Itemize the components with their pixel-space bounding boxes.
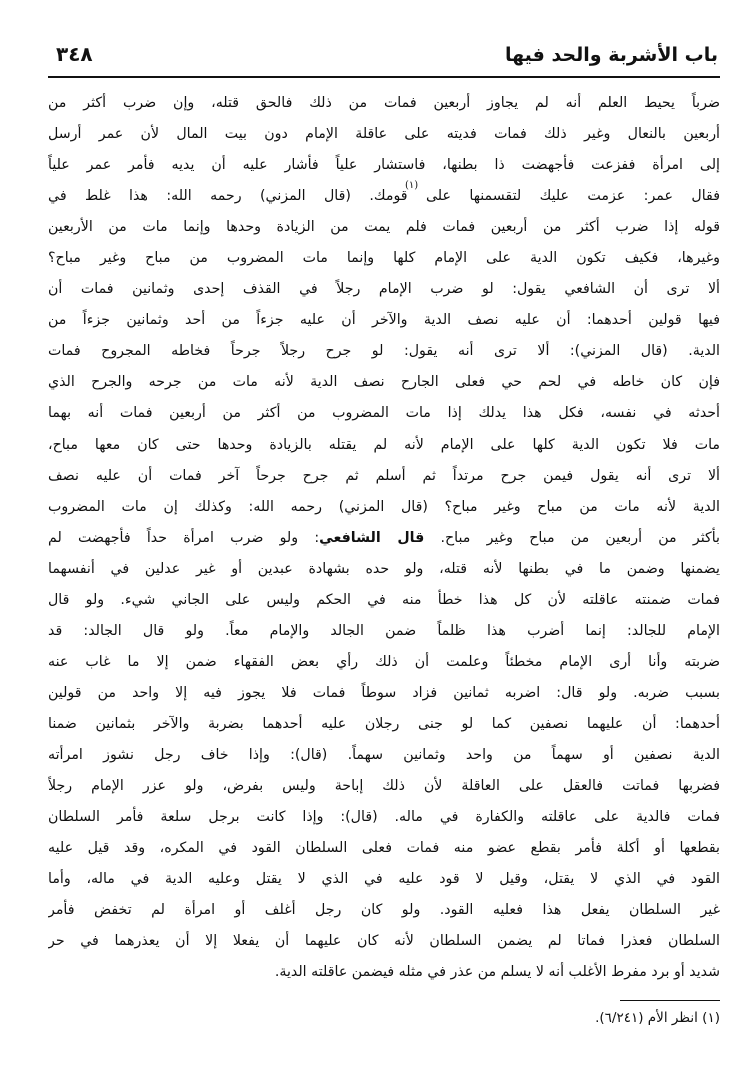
- text-line: بقطعها أو أكلة فأمر بقطع عضو منه فمات فعلى السلطان القود في المكره، وقد قيل عليه: [48, 840, 720, 857]
- text-line: فإن كان خاطه في لحم حي فعلى الجارح نصف الدية لأنه مات من جرحه والجرح الذي: [48, 374, 720, 391]
- text-line: فمات ضمنته عاقلته لأن كل هذا خطأ منه في الحكم وليس على الجاني شيء. ولو قال: [48, 591, 720, 608]
- text-line: وغيرها، فكيف تكون الدية على الإمام كلها وإنما مات المضروب من مباح وغير مباح؟: [48, 250, 720, 267]
- text-line: بسبب ضربه. ولو قال: اضربه ثمانين فزاد سوطاً فمات فلا يجوز فيه إلا واحد من قولين: [48, 684, 720, 701]
- text-line: السلطان فعذرا فماتا لم يضمن السلطان لأنه كان عليهما أن يفعلا إلا أن يعذرهما في حر: [48, 933, 720, 950]
- text-fragment: بأكثر من أربعين من مباح وغير مباح.: [440, 529, 720, 546]
- text-line: ضرباً يحيط العلم أنه لم يجاوز أربعين فمات من ذلك فالحق قتله، وإن ضرب أكثر من: [48, 95, 720, 111]
- text-fragment: : ولو ضرب امرأة حداً فأجهضت لم: [48, 529, 320, 546]
- text-line: ألا ترى أن الشافعي يقول: لو ضرب الإمام رجلاً في القذف إحدى وثمانين فمات أن: [48, 281, 720, 298]
- header-divider: [48, 76, 720, 78]
- text-line: غير السلطان يفعل هذا فعليه القود. ولو كان رجل أغلف أو امرأة لم تخفض فأمر: [48, 902, 720, 919]
- main-text: [48, 88, 720, 988]
- text-line: ألا ترى أنه يقول فيمن جرح مرتداً ثم أسلم ثم جرح جرحاً آخر فمات أن عليه نصف: [48, 467, 720, 484]
- text-line: الدية. (قال المزني): ألا ترى أنه يقول: لو جرح رجلاً جرحاً فخاطه المجروح فمات: [48, 343, 720, 360]
- text-line: فضربها فماتت فالعقل على العاقلة لأن ذلك إباحة وليس بفرض، ولو عزر الإمام رجلاً: [48, 778, 720, 795]
- text-line: ضربته وأنا أرى الإمام مخطئاً وعلمت أن ذلك رأي بعض الفقهاء ضمن إلا ما غاب عنه: [48, 653, 720, 670]
- text-line: [48, 523, 720, 554]
- text-line: أربعين بالنعال وغير ذلك فمات فديته على عاقلة الإمام دون بيت المال لأن عمر أرسل: [48, 126, 720, 143]
- text-line: يضمنها وضمن ما في بطنها لأنه قتله، ولو حده بشهادة عبدين أو غير عدلين في أنفسهما: [48, 560, 720, 577]
- text-fragment: عمر: عزمت عليك لتقسمنها على قومك. (قال المزني) رحمه الله: هذا غلط في: [48, 188, 673, 205]
- text-line: مات فلا تكون الدية كلها على الإمام لأنه لم يقتله بالزيادة وحدها حتى كان معها مباح،: [48, 436, 720, 453]
- text-line: شديد أو برد مفرط الأغلب أنه لا يسلم من عذر في مثله فيضمن عاقلته الدية.: [274, 964, 720, 981]
- footnote-divider: [620, 1000, 720, 1001]
- footnote: (١) انظر الأم (٦/٢٤١).: [595, 1010, 720, 1026]
- text-line: قوله إذا ضرب أكثر من أربعين فمات فلم يمت من الزيادة وحدها وإنما مات من الأربعين: [48, 219, 720, 236]
- text-line: فيها قولين أحدهما: أن عليه نصف الدية والآخر أن عليه جزءاً من أحد وثمانين جزءاً من: [48, 312, 720, 329]
- text-line: إلى امرأة ففزعت فأجهضت ذا بطنها، فاستشار علياً فأشار عليه أن يديه فأمر عمر علياً: [48, 157, 720, 174]
- chapter-title: باب الأشربة والحد فيها: [504, 44, 718, 66]
- text-line: [48, 181, 720, 212]
- text-line: فمات فالدية على عاقلته والكفارة في ماله. (قال): وإذا كانت برجل سلعة فأمر السلطان: [48, 809, 720, 826]
- text-line: الدية نصفين أو سهماً من واحد وثمانين سهماً. (قال): وإذا خاف رجل نشوز امرأته: [48, 746, 720, 763]
- text-line: أحدهما: أن عليهما نصفين كما لو جنى رجلان عليه أحدهما بضربة والآخر بثمانين ضمنا: [48, 715, 720, 732]
- text-line: الإمام للجالد: إنما أضرب هذا ظلماً ضمن الجالد والإمام معاً. ولو قال الجالد: قد: [48, 622, 720, 639]
- line-prefix: فقال: [691, 188, 720, 205]
- page-header: [48, 38, 720, 74]
- text-line: الدية لأنه مات من مباح وغير مباح؟ (قال المزني) رحمه الله: وكذلك إن مات المضروب: [48, 498, 720, 515]
- text-line: أحدثه في نفسه، فكل هذا يدلك إذا مات المضروب من أكثر من أربعين فمات أنه بهما: [48, 405, 720, 422]
- text-line: القود في الذي لا يقتل، وقيل لا قود عليه في الذي لا يقتل وعليه الدية في ماله، وأما: [48, 871, 720, 888]
- book-page: باب الأشربة والحد فيها ٣٤٨ ضرباً يحيط العلم أنه لم يجاوز أربعين فمات من ذلك فالحق قتله، وإن ضرب أكثر من أربعين بالنعال وغير ذلك فمات فديته على عاقلة الإمام دون بيت المال لأن عمر أرسل إلى امرأة ففزعت فأجهضت ذا بطنها، فاستشار علياً فأشار عليه أن يديه فأمر عمر علياً فقال عمر: عزمت عليك لتقسمنها على قومك. (قال المزني) رحمه الله: هذا غلط في قوله إذا ضرب أكثر من أربعين فمات فلم يمت من الزيادة وحدها وإنما مات من الأربعين وغيرها، فكيف تكون الدية على الإمام كلها وإنما مات المضروب من مباح وغير مباح؟ ألا ترى أن الشافعي يقول: لو ضرب الإمام رجلاً في القذف إحدى وثمانين فمات أن فيها قولين أحدهما: أن عليه نصف الدية والآخر أن عليه جزءاً من أحد وثمانين جزءاً من الدية. (قال المزني): ألا ترى أنه يقول: لو جرح رجلاً جرحاً فخاطه المجروح فمات فإن كان خاطه في لحم حي فعلى الجارح نصف الدية لأنه مات من جرحه والجرح الذي أحدثه في نفسه، فكل هذا يدلك إذا مات المضروب من أكثر من أربعين فمات أنه بهما مات فلا تكون الدية كلها على الإمام لأنه لم يقتله بالزيادة وحدها حتى كان معها مباح، ألا ترى أنه يقول فيمن جرح مرتداً ثم أسلم ثم جرح جرحاً آخر فمات أن عليه نصف الدية لأنه مات من مباح وغير مباح؟ (قال المزني) رحمه الله: وكذلك إن مات المضروب بأكثر من أربعين من مباح وغير مباح. قال الشافعي: ولو ضرب امرأة حداً فأجهضت لم يضمنها وضمن ما في بطنها لأنه قتله، ولو حده بشهادة عبدين أو غير عدلين في أنفسهما فمات ضمنته عاقلته لأن كل هذا خطأ منه في الحكم وليس على الجاني شيء. ولو قال الإمام للجالد: إنما أضرب هذا ظلماً ضمن الجالد والإمام معاً. ولو قال الجالد: قد ضربته وأنا أرى الإمام مخطئاً وعلمت أن ذلك رأي بعض الفقهاء ضمن إلا ما غاب عنه بسبب ضربه. ولو قال: اضربه ثمانين فزاد سوطاً فمات فلا يجوز فيه إلا واحد من قولين أحدهما: أن عليهما نصفين كما لو جنى رجلان عليه أحدهما بضربة والآخر بثمانين ضمنا الدية نصفين أو سهماً من واحد وثمانين سهماً. (قال): وإذا خاف رجل نشوز امرأته فضربها فماتت فالعقل على العاقلة لأن ذلك إباحة وليس بفرض، ولو عزر الإمام رجلاً فمات فالدية على عاقلته والكفارة في ماله. (قال): وإذا كانت برجل سلعة فأمر السلطان بقطعها أو أكلة فأمر بقطع عضو منه فمات فعلى السلطان القود في المكره، وقد قيل عليه القود في الذي لا يقتل، وقيل لا قود عليه في الذي لا يقتل وعليه الدية في ماله، وأما غير السلطان يفعل هذا فعليه القود. ولو كان رجل أغلف أو امرأة لم تخفض فأمر السلطان فعذرا فماتا لم يضمن السلطان لأنه كان عليهما أن يفعلا إلا أن يعذرهما في حر شديد أو برد مفرط الأغلب أنه لا يسلم من عذر في مثله فيضمن عاقلته الدية. (١) (١) انظر الأم (٦/٢٤١).: [0, 0, 753, 1088]
- page-number: ٣٤٨: [56, 42, 93, 66]
- shafii-heading: قال الشافعي: [319, 529, 425, 546]
